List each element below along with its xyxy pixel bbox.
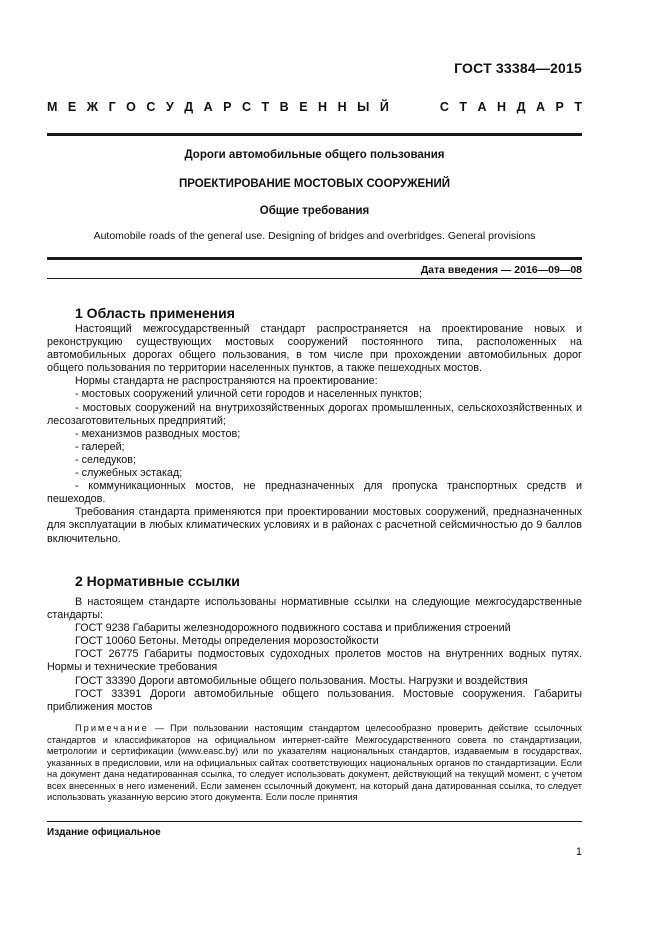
title-bottom-rule: [47, 257, 582, 260]
banner-letter: Е: [67, 100, 77, 114]
note-block: [47, 723, 582, 804]
footer-rule: [47, 821, 582, 822]
section-2-body: [47, 596, 582, 714]
list-item: - мостовых сооружений уличной сети городов и населенных пунктов;: [75, 388, 423, 401]
introduction-date: Дата введения — 2016—09—08: [420, 264, 582, 276]
paragraph: Нормы стандарта не распространяются на проектирование:: [75, 375, 378, 388]
banner-letter: Й: [379, 100, 389, 114]
section-1-heading: 1 Область применения: [75, 305, 235, 321]
standard-type-banner: [47, 100, 582, 114]
banner-letter: С: [439, 100, 449, 114]
document-title: ПРОЕКТИРОВАНИЕ МОСТОВЫХ СООРУЖЕНИЙ: [178, 178, 451, 190]
banner-letter: С: [146, 100, 156, 114]
reference-item: ГОСТ 10060 Бетоны. Методы определения морозостойкости: [75, 635, 379, 648]
banner-letter: Т: [261, 100, 270, 114]
banner-letter: Н: [318, 100, 328, 114]
reference-item: ГОСТ 9238 Габариты железнодорожного подвижного состава и приближения строений: [75, 622, 511, 635]
banner-letter: Д: [184, 100, 194, 114]
section-1-body: [47, 323, 582, 546]
banner-letter: Н: [497, 100, 507, 114]
reference-item: ГОСТ 33390 Дороги автомобильные общего пользования. Мосты. Нагрузки и воздействия: [75, 674, 528, 687]
banner-letter: У: [165, 100, 174, 114]
date-rule: [47, 278, 582, 279]
banner-letter: Д: [516, 100, 526, 114]
paragraph: Требования стандарта применяются при проектировании мостовых сооружений, предназначенных для эксплуатации в любых климатических условиях и в районах с расчетной сейсмичностью до 9 баллов включительно.: [47, 506, 582, 545]
list-item: - селедуков;: [75, 453, 136, 466]
banner-letter: Ж: [86, 100, 99, 114]
note-label: Примечание: [75, 723, 149, 733]
banner-letter: Н: [337, 100, 347, 114]
reference-item: ГОСТ 33391 Дороги автомобильные общего пользования. Мостовые сооружения. Габариты приближения мостов: [47, 687, 582, 713]
banner-letter: Т: [459, 100, 468, 114]
banner-letter: В: [279, 100, 289, 114]
banner-letter: А: [535, 100, 546, 114]
banner-letter: Ы: [357, 100, 370, 114]
banner-letter: Р: [555, 100, 564, 114]
note-text: — При пользовании настоящим стандартом целесообразно проверить действие ссылочных стандартов и классификаторов на официальном интернет-сайте Межгосударственного совета по стандартизации, метрологии и сертификации (www.easc.by) или по указателям национальных стандартов, издаваемым в государствах, указанных в предисловии, или на официальных сайтах соответствующих национальных органов по стандартизации. Если на документ дана недатированная ссылка, то следует использовать документ, действующий на текущий момент, с учетом всех внесенных в него изменений. Если заменен ссылочный документ, на который дана датированная ссылка, то следует использовать указанную версию этого документа. Если после принятия: [47, 723, 582, 802]
paragraph: В настоящем стандарте использованы нормативные ссылки на следующие межгосударственные стандарты:: [47, 596, 582, 622]
banner-letter: С: [242, 100, 252, 114]
header-rule: [47, 133, 582, 136]
page-number: 1: [575, 846, 582, 858]
list-item: - галерей;: [75, 440, 125, 453]
banner-letter: О: [126, 100, 136, 114]
banner-gap: [399, 100, 429, 114]
title-line-1: Дороги автомобильные общего пользования: [184, 149, 445, 161]
banner-letter: Т: [574, 100, 582, 114]
reference-item: ГОСТ 26775 Габариты подмостовых судоходных пролетов мостов на внутренних водных путях. Нормы и технические требования: [47, 648, 582, 674]
standard-code: ГОСТ 33384—2015: [454, 60, 582, 76]
banner-letter: Г: [108, 100, 116, 114]
banner-letter: Е: [299, 100, 308, 114]
banner-letter: А: [477, 100, 487, 114]
banner-letter: М: [47, 100, 58, 114]
list-item: - коммуникационных мостов, не предназначенных для пропуска транспортных средств и пешеходов.: [47, 480, 582, 506]
edition-label: Издание официальное: [47, 827, 161, 838]
english-title: Automobile roads of the general use. Designing of bridges and overbridges. General provisions: [93, 230, 536, 242]
banner-letter: Р: [223, 100, 232, 114]
document-subtitle: Общие требования: [259, 205, 370, 217]
paragraph: Настоящий межгосударственный стандарт распространяется на проектирование новых и реконструкцию существующих мостовых сооружений постоянного типа, расположенных на автомобильных дорогах общего пользования, в том числе при прохождении автомобильных дорог общего пользования по территории населенных пунктов, а также пешеходных мостов.: [47, 323, 582, 375]
banner-letter: А: [203, 100, 213, 114]
list-item: - мостовых сооружений на внутрихозяйственных дорогах промышленных, сельскохозяйственных и лесозаготовительных предприятий;: [47, 401, 582, 427]
section-2-heading: 2 Нормативные ссылки: [75, 573, 240, 589]
list-item: - служебных эстакад;: [75, 467, 183, 480]
list-item: - механизмов разводных мостов;: [75, 427, 241, 440]
